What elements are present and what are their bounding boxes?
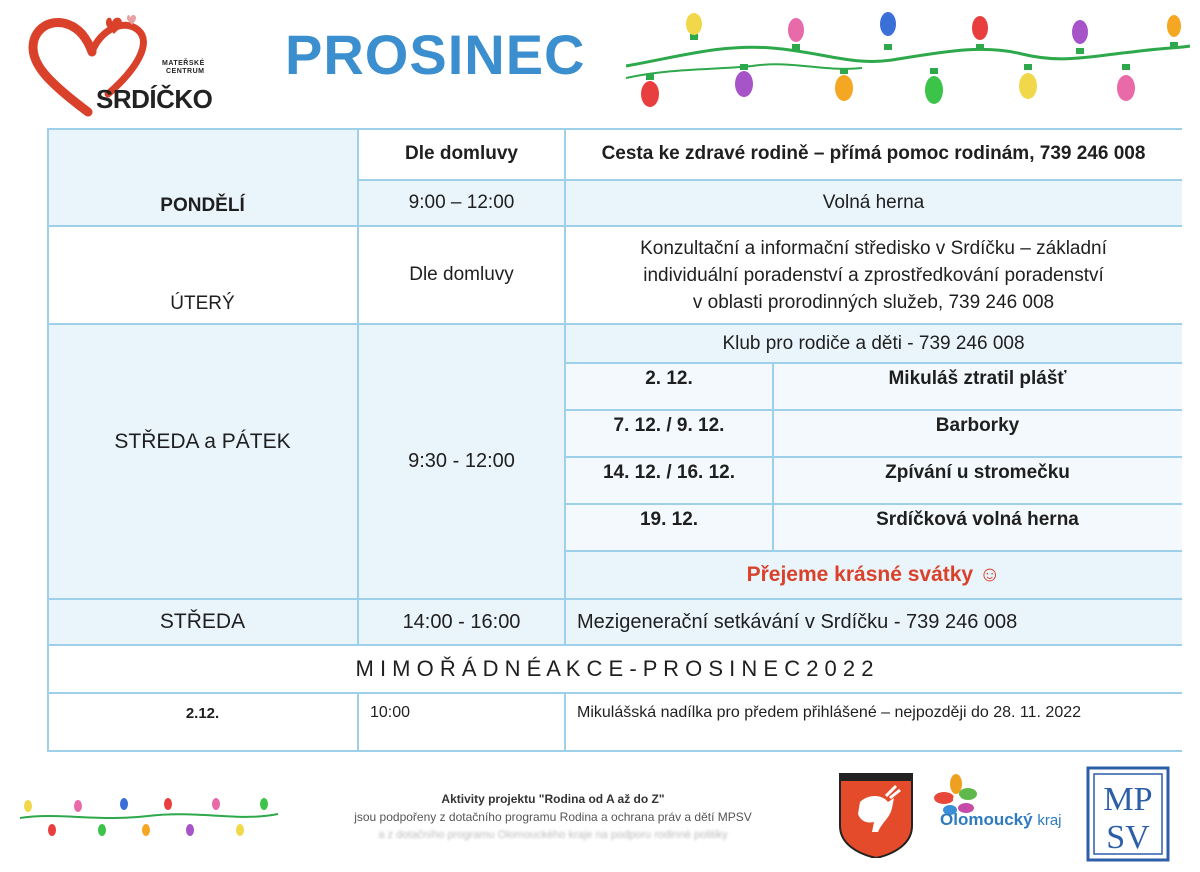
- small-christmas-lights-decoration: [18, 792, 280, 842]
- olomoucky-kraj-name: Olomoucký: [940, 810, 1033, 829]
- special-events-heading: M I M O Ř Á D N É A K C E - P R O S I N E C 2 0 2 2: [355, 656, 874, 681]
- town-coat-of-arms-logo: [838, 772, 914, 858]
- grid-line: [47, 598, 1182, 600]
- club-date-3: 14. 12. / 16. 12.: [602, 461, 736, 483]
- special-date: 2.12.: [185, 704, 220, 722]
- special-time: 10:00: [370, 704, 411, 721]
- tuesday-activity-line-3: v oblasti prorodinných služeb, 739 246 008: [692, 291, 1055, 313]
- monday-activity-2: Volná herna: [822, 192, 925, 213]
- olomoucky-kraj-suffix: kraj: [1037, 812, 1062, 829]
- logo-name: SRDÍČKO: [96, 84, 213, 114]
- grid-line: [47, 750, 1182, 752]
- grid-line: [564, 128, 566, 645]
- christmas-lights-decoration: [622, 8, 1192, 116]
- grid-line: [47, 692, 1182, 694]
- grid-line: [357, 692, 359, 752]
- grid-line: [565, 456, 1182, 458]
- wednesday-activity: Mezigenerační setkávání v Srdíčku - 739 246 008: [577, 610, 1018, 633]
- day-wednesday: STŘEDA: [159, 610, 246, 633]
- club-topic-4: Srdíčková volná herna: [876, 508, 1079, 530]
- schedule-table: [47, 128, 1182, 752]
- club-topic-2: Barborky: [935, 414, 1020, 436]
- grid-line: [565, 503, 1182, 505]
- grid-line: [565, 362, 1182, 364]
- holiday-greeting: Přejeme krásné svátky ☺: [746, 563, 1001, 586]
- special-activity: Mikulášská nadílka pro předem přihlášené – nejpozději do 28. 11. 2022: [577, 704, 1082, 721]
- logo-subtitle-line-2: CENTRUM: [166, 68, 205, 75]
- day-wed-fri: STŘEDA a PÁTEK: [114, 429, 291, 453]
- tuesday-activity: [565, 226, 1182, 324]
- tuesday-activity-line-1: Konzultační a informační středisko v Srdíčku – základní: [640, 237, 1107, 259]
- wed-fri-time: 9:30 - 12:00: [408, 450, 515, 472]
- mpsv-logo-top: MP: [1103, 781, 1153, 818]
- footer-line-3: a z dotačního programu Olomouckého kraje na podporu rodinné politiky: [378, 829, 728, 841]
- grid-line: [564, 692, 566, 752]
- grid-line: [47, 644, 1182, 646]
- grid-line: [47, 128, 49, 752]
- grid-line: [772, 362, 774, 551]
- club-topic-3: Zpívání u stromečku: [885, 461, 1070, 483]
- page-title: PROSINEC: [285, 23, 586, 86]
- grid-line: [47, 128, 1182, 130]
- footer-funding-note: [288, 790, 818, 844]
- mpsv-logo-bottom: SV: [1106, 819, 1150, 856]
- logo-subtitle: [162, 60, 205, 76]
- club-title: Klub pro rodiče a děti - 739 246 008: [722, 332, 1025, 354]
- logo-subtitle-line-1: MATEŘSKÉ: [162, 60, 205, 67]
- olomoucky-kraj-wordmark: [940, 810, 1062, 830]
- grid-line: [357, 128, 359, 645]
- monday-activity-1: Cesta ke zdravé rodině – přímá pomoc rodinám, 739 246 008: [601, 143, 1146, 164]
- tuesday-activity-line-2: individuální poradenství a zprostředkování poradenství: [643, 264, 1104, 286]
- day-tuesday: ÚTERÝ: [170, 293, 235, 314]
- wednesday-time: 14:00 - 16:00: [402, 610, 521, 633]
- footer-line-2: jsou podpořeny z dotačního programu Rodina a ochrana práv a dětí MPSV: [354, 810, 752, 824]
- grid-line: [565, 550, 1182, 552]
- club-date-2: 7. 12. / 9. 12.: [613, 414, 725, 436]
- club-date-1: 2. 12.: [645, 367, 693, 389]
- grid-line: [47, 225, 1182, 227]
- grid-line: [47, 323, 1182, 325]
- club-date-4: 19. 12.: [639, 508, 699, 530]
- monday-time-2: 9:00 – 12:00: [408, 192, 515, 213]
- mpsv-logo: [1086, 766, 1170, 862]
- grid-line: [358, 179, 1182, 181]
- footer-line-1: Aktivity projektu "Rodina od A až do Z": [441, 792, 665, 806]
- monday-time-1: Dle domluvy: [405, 143, 518, 164]
- tuesday-time: Dle domluvy: [409, 264, 514, 285]
- club-topic-1: Mikuláš ztratil plášť: [888, 367, 1067, 389]
- grid-line: [565, 409, 1182, 411]
- day-monday: PONDĚLÍ: [160, 195, 245, 216]
